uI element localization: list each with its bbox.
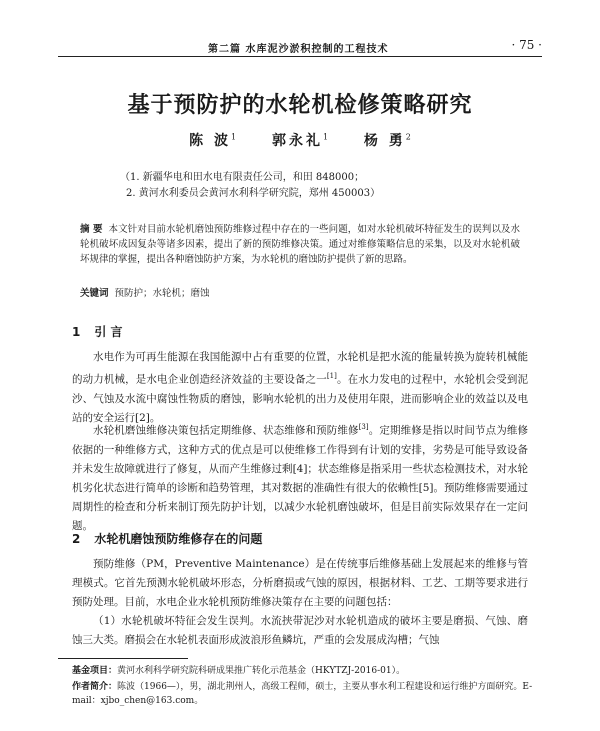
abstract <box>80 222 520 267</box>
footnote-author-bio: 作者简介：陈波（1966—），男，湖北荆州人，高级工程师，硕士，主要从事水利工程建设和运行维护方面研究。E-mail：xjbo_chen@163.com。 <box>72 682 533 706</box>
affiliation-1: （1. 新疆华电和田水电有限责任公司，和田 848000； <box>120 172 365 183</box>
keywords <box>80 285 210 299</box>
author-list <box>0 130 600 150</box>
paragraph: 预防维修（PM，Preventive Maintenance）是在传统事后维修基础上发展起来的维修与管理模式。它首先预测水轮机破坏形态，分析磨损或气蚀的原因，根据材料、工艺、工期等要求进行预防处理。目前，水电企业水轮机预防维修决策存在主要的问题包括： <box>72 558 528 608</box>
paragraph: 水轮机磨蚀维修决策包括定期维修、状态维修和预防维修[3]。定期维修是指以时间节点为维修依据的一种维修方式，这种方式的优点是可以使维修工作得到有计划的安排，劣势是可能导致设备并未发生故障就进行了修复，从而产生维修过剩[4]；状态维修是指采用一些状态检测技术，对水轮机劣化状态进行简单的诊断和趋势管理，其对数据的准确性有很大的依赖性[5]。预防维修需要通过周期性的检查和分析来制订预先防护计划，以减少水轮机磨蚀破坏，但是目前实际效果存在一定问题。 <box>72 423 529 532</box>
page-number: · 75 · <box>511 38 542 52</box>
abstract-text: 本文针对目前水轮机磨蚀预防维修过程中存在的一些问题，如对水轮机破坏特征发生的误判以及水轮机破坏成因复杂等诸多因素，提出了新的预防维修决策。通过对维修策略信息的采集，以及对水轮机破坏规律的掌握，提出各种磨蚀防护方案，为水轮机的磨蚀防护提供了新的思路。 <box>80 224 520 265</box>
paper-title: 基于预防护的水轮机检修策略研究 <box>127 93 473 118</box>
author-3: 杨 勇$^2$ <box>363 132 411 149</box>
footnote-rule <box>58 658 188 659</box>
paragraph: （1）水轮机破坏特征会发生误判。水流挟带泥沙对水轮机造成的破坏主要是磨损、气蚀、磨蚀三大类。磨损会在水轮机表面形成波浪形鱼鳞坑，严重的会发展成沟槽；气蚀 <box>72 615 528 646</box>
keywords-label: 关键词 <box>80 288 109 299</box>
footnote-funding: 基金项目：黄河水利科学研究院科研成果推广转化示范基金（HKYTZJ-2016-01）。 <box>72 666 406 676</box>
running-header <box>58 38 542 57</box>
paragraph: 水电作为可再生能源在我国能源中占有重要的位置，水轮机是把水流的能量转换为旋转机械能的动力机械，是水电企业创造经济效益的主要设备之一[1]。在水力发电的过程中，水轮机会受到泥沙、气蚀及水流中腐蚀性物质的磨蚀，影响水轮机的出力及使用年限，进而影响企业的效益以及电站的安全运行[2]。 <box>72 351 529 424</box>
running-title: 第二篇 水库泥沙淤积控制的工程技术 <box>208 44 389 55</box>
author-2: 郭永礼$^1$ <box>271 132 329 149</box>
author-1: 陈 波$^1$ <box>189 132 237 149</box>
affiliations <box>120 170 380 202</box>
affiliation-2: 2. 黄河水利委员会黄河水利科学研究院，郑州 450003） <box>126 188 381 199</box>
keywords-text: 预防护；水轮机；磨蚀 <box>114 288 210 299</box>
section-heading-2: 2 水轮机磨蚀预防维修存在的问题 <box>72 532 263 546</box>
section-heading-1: 1 引 言 <box>72 325 123 339</box>
abstract-label: 摘 要 <box>80 224 103 235</box>
